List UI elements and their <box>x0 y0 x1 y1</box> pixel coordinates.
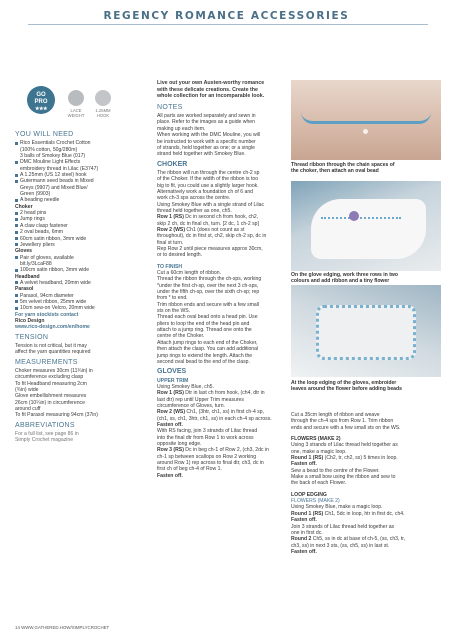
abbreviations-heading: ABBREVIATIONS <box>15 421 75 429</box>
pattern-column <box>157 80 285 479</box>
yarn-ball-icon <box>68 90 84 106</box>
list-item-cont: 3 balls of Smokey Blue (017) <box>20 153 86 160</box>
flowers-round1: Round 1 (RS) (Ch2, tr, ch2, ss) 5 times in loop. <box>291 455 398 462</box>
measurements-line: Glove embellishment measures <box>15 393 87 400</box>
loop-fasten2: Fasten off. <box>291 548 317 555</box>
finish-heading: TO FINISH <box>157 263 183 270</box>
finish-line: from * to end. <box>157 295 188 302</box>
list-item: 2 oval beads, 6mm <box>15 229 143 235</box>
choker-row2: Row 2 (WS) Ch1 (does not count as st <box>157 226 245 233</box>
list-item: Jump rings <box>15 216 143 222</box>
choker-line: Using Smokey Blue with a single strand of Lilac <box>157 201 265 208</box>
intro-text: Live out your own Austen-worthy romance with these delicate creations. Create the whole collection for an incomparable look. <box>157 80 265 100</box>
flower-illustration <box>349 211 359 221</box>
finish-line: Thread each oval bead onto a head pin. Use <box>157 314 258 321</box>
list-item: 10cm sew-on Velcro, 20mm wide <box>15 305 143 311</box>
loop-line: Using Smokey Blue, make a magic loop. <box>291 504 383 511</box>
list-item: A 1.25mm (US 12 steel) hook <box>15 172 143 178</box>
choker-row2-cont: throughout), dc in first st, ch2, skip ch-2 sp, dc in <box>157 233 267 240</box>
list-item: 100cm satin ribbon, 3mm wide <box>15 267 143 273</box>
skill-level-badge <box>27 86 55 114</box>
list-item: A claw clasp fastener <box>15 223 143 229</box>
gloves-rs-line: opposite long edge. <box>157 440 202 447</box>
choker-line: big to fit, you could use a slightly larger hook. <box>157 182 259 189</box>
flowers-line: Using 3 strands of Lilac thread held together as <box>291 442 398 449</box>
choker-row2-cont: or to desired length. <box>157 252 203 259</box>
list-item: Gutermann seed beads in Mixed <box>15 178 143 184</box>
measurements-line: around cuff <box>15 406 41 413</box>
star-rating: ★★★ <box>35 106 47 112</box>
finish-line: centre of the Choker. <box>157 333 205 340</box>
notes-line: strand held together with Smokey Blue. <box>157 151 246 158</box>
measurements-line: (¾in) wide <box>15 387 39 394</box>
choker-photo <box>291 80 441 160</box>
notes-line: When working with the DMC Mouline, you will <box>157 132 261 139</box>
photo-caption-3: At the loop edging of the gloves, embroider leaves around the flower before adding beads <box>291 380 402 393</box>
stockists-name: Rico Design <box>15 317 45 324</box>
choker-row1-cont: skip 2 ch, dc in final ch, turn. [2 dc, 1 ch-2 sp] <box>157 220 259 227</box>
gloves-fasten: Fasten off. <box>157 421 183 428</box>
notes-line: be instructed to work with a specific number <box>157 138 256 145</box>
finish-line: under the fifth ch-sp, over the sixth ch-sp; rep <box>157 289 260 296</box>
measurements-line: circumference excluding clasp <box>15 374 84 381</box>
glove-illustration <box>311 199 426 259</box>
photo-caption-2: On the glove edging, work three rows in two colours and add ribbon and a tiny flower <box>291 272 398 285</box>
materials-column <box>15 128 143 444</box>
page-header <box>0 10 453 22</box>
choker-row2-cont: Rep Row 2 until piece measures approx 30cm, <box>157 246 263 252</box>
choker-line: thread held together as one, ch5. <box>157 207 232 214</box>
list-item-cont: Greys (9907) and Mixed Blue/ <box>20 184 88 191</box>
gloves-row2-cont: (ch1, ss, ch1, 3htr, ch1, ss) in each ch-4 sp across. <box>157 415 272 422</box>
choker-line: Alternatively work a foundation ch of 6 and <box>157 188 253 195</box>
level-line2: PRO <box>34 99 48 105</box>
list-item: Jewellery pliers <box>15 242 143 248</box>
gloves-materials-heading: Gloves <box>15 248 32 255</box>
finish-line: jump rings to extend the length. Attach the <box>157 352 253 359</box>
gloves-heading: GLOVES <box>157 368 187 376</box>
flowers-line: one, make a magic loop. <box>291 448 347 455</box>
notes-line: All parts are worked separately and sewn in <box>157 113 256 120</box>
ribbon-line: through the ch-4 sps from Row 1. Trim ribbon <box>291 418 394 425</box>
finish-line: Cut a 60cm length of ribbon. <box>157 270 221 277</box>
choker-heading: CHOKER <box>157 160 188 168</box>
measurements-heading: MEASUREMENTS <box>15 358 78 366</box>
headband-materials-heading: Headband <box>15 273 40 280</box>
loop-edging-photo <box>291 285 441 377</box>
gloves-row1-cont: circumference of Gloves, turn. <box>157 402 225 409</box>
skill-badges <box>15 86 143 126</box>
glove-edge-illustration <box>321 217 401 223</box>
gloves-link[interactable]: bit.ly/3LcaF88 <box>20 260 52 267</box>
list-item-cont: Green (9903) <box>20 191 51 198</box>
loop-round1: Round 1 (RS) Ch1, 5dc in loop, htr in first dc, ch4. <box>291 510 405 517</box>
choker-line: of the Choker. If the width of the ribbon is too <box>157 176 259 183</box>
notes-line: place. Refer to the images as a guide when <box>157 119 255 126</box>
choker-materials-heading: Choker <box>15 203 33 210</box>
hook-label-line1: 1.25MM <box>95 108 111 113</box>
crochet-hook-icon <box>95 90 111 106</box>
stockists-heading: For yarn stockists contact <box>15 311 79 318</box>
loop-join-line: Join 3 strands of Lilac thread held together as <box>291 523 395 530</box>
gloves-row1: Row 1 (RS) Dtr in last ch from hook, (ch4, dtr in <box>157 390 265 397</box>
yarn-label-line2: WEIGHT <box>67 113 85 118</box>
measurements-line: 26cm (10¼in) in circumference <box>15 399 85 406</box>
finish-line: pliers to loop the end of the head pin and <box>157 320 250 327</box>
lace-illustration <box>316 305 416 360</box>
abbreviations-line: Simply Crochet magazine <box>15 437 74 444</box>
finish-line: Attach jump rings to each end of the Choker, <box>157 339 258 346</box>
list-item-cont: (100% cotton, 50g/280m) <box>20 146 78 153</box>
choker-row1: Row 1 (RS) Dc in second ch from hook, ch2, <box>157 214 259 221</box>
ribbon-line: Cut a 35cm length of ribbon and weave <box>291 412 380 418</box>
list-item: Parasol, 94cm diameter <box>15 293 143 299</box>
list-item: Rico Essentials Crochet Cotton <box>15 140 143 146</box>
hook-label-line2: HOOK <box>96 113 110 118</box>
list-item-cont: embroidery thread in Lilac (E3747) <box>20 165 99 172</box>
gloves-row3: Row 3 (RS) Dc in beg ch-1 of Row 2, (ch3, 2dc in <box>157 447 269 454</box>
flowers-after-line: the back of each Flower. <box>291 480 347 487</box>
gloves-intro: Using Smokey Blue, ch5. <box>157 383 214 390</box>
ribbon-line: ends and secure with a few small sts on the WS. <box>291 424 401 431</box>
list-item: Pair of gloves, available <box>15 255 143 261</box>
abbreviations-line: For a full list, see page 86 in <box>15 431 79 438</box>
loop-fasten: Fasten off. <box>291 517 317 524</box>
gloves-rs-line: With RS facing, join 3 strands of Lilac thread <box>157 428 258 435</box>
finish-line: sts on the WS. <box>157 308 191 315</box>
tension-heading: TENSION <box>15 333 49 341</box>
loop-round2: Round 2 Ch5, ss in dc at base of ch-5, (ss, ch3, tr, <box>291 536 406 543</box>
level-line1: GO <box>36 92 46 98</box>
pearl-bead <box>363 129 368 134</box>
measurements-line: To fit Parasol measuring 94cm (37in) <box>15 412 98 419</box>
gloves-row3-cont: ch-1 sp between scallops on Row 2 working <box>157 453 257 460</box>
gloves-rs-line: into the final dtr from Row 1 to work across <box>157 434 254 441</box>
yarn-weight-label <box>61 108 91 118</box>
glove-edging-photo <box>291 181 441 271</box>
tension-line: Tension is not critical, but it may <box>15 343 87 349</box>
hook-size-label <box>88 108 118 118</box>
photo-caption-1: Thread ribbon through the chain spaces of the choker, then attach an oval bead <box>291 162 395 175</box>
notes-line: making up each item. <box>157 125 206 132</box>
choker-line: The ribbon will run through the centre ch-2 sp <box>157 169 260 176</box>
loop-edging-subheading: FLOWERS (MAKE 2) <box>291 498 340 505</box>
stockists-url[interactable]: www.rico-design.com/en/home <box>15 324 90 331</box>
upper-trim-heading: UPPER TRIM <box>157 377 189 384</box>
flowers-fasten: Fasten off. <box>291 461 317 468</box>
flowers-after-line: Sew a bead to the centre of the Flower. <box>291 467 380 474</box>
finish-line: attach to a jump ring. Thread one onto the <box>157 327 252 334</box>
you-will-need-heading: YOU WILL NEED <box>15 131 74 138</box>
gloves-row3-cont: first ch of beg ch-4 of Row 1. <box>157 466 222 473</box>
gloves-row3-cont: around Row 1) rep across to final dtr, ch3, dc in <box>157 460 264 466</box>
choker-illustration <box>301 112 431 124</box>
measurements-line: Choker measures 30cm (11¾in) in <box>15 368 93 375</box>
flowers-heading: FLOWERS (MAKE 2) <box>291 436 341 443</box>
finish-line: second oval bead to the end of the clasp. <box>157 358 250 365</box>
notes-heading: NOTES <box>157 103 183 111</box>
loop-edging-heading: LOOP EDGING <box>291 491 327 498</box>
choker-line: work ch-3 sps across the centre. <box>157 195 231 202</box>
header-rule <box>28 24 428 25</box>
choker-row2-cont: final st turn. <box>157 239 184 246</box>
finish-line: *under the first ch-sp, over the next 3 ch-sps, <box>157 282 259 289</box>
loop-join-line: one in first dc. <box>291 529 323 536</box>
gloves-fasten2: Fasten off. <box>157 472 183 479</box>
loop-round2-cont: ch3, ss) in next 3 sts, (ss, ch5, ss) in last st. <box>291 542 390 549</box>
gloves-row1-cont: last dtr) rep until Upper Trim measures <box>157 396 244 403</box>
list-item: DMC Mouline Light Effects <box>15 159 143 165</box>
tension-line: affect the yarn quantities required <box>15 349 91 356</box>
yarn-label-line1: LACE <box>70 108 82 113</box>
finish-line: then attach the clasp. You can add additional <box>157 346 259 353</box>
gloves-row2: Row 2 (WS) Ch1, (3htr, ch1, ss) in first ch-4 sp, <box>157 409 264 416</box>
flowers-column-text <box>291 412 443 555</box>
page-footer[interactable]: 14 WWW.GATHERED.HOW/SIMPLYCROCHET <box>15 625 110 630</box>
parasol-materials-heading: Parasol <box>15 286 34 293</box>
finish-line: Trim ribbon ends and secure with a few small <box>157 301 260 308</box>
list-item: 5m velvet ribbon, 25mm wide <box>15 299 143 305</box>
list-item: 60cm satin ribbon, 3mm wide <box>15 236 143 242</box>
notes-line: of strands, held together as one; or a single <box>157 144 255 151</box>
list-item: A beading needle <box>15 197 143 203</box>
flowers-after-line: Make a small bow using the ribbon and sew to <box>291 474 396 481</box>
page-title: REGENCY ROMANCE ACCESSORIES <box>103 10 350 22</box>
measurements-line: To fit Headband measuring 2cm <box>15 380 87 387</box>
finish-line: Thread the ribbon through the ch-sps, working <box>157 276 262 283</box>
list-item: 2 head pins <box>15 210 143 216</box>
list-item: A velvet headband, 20mm wide <box>15 280 143 286</box>
